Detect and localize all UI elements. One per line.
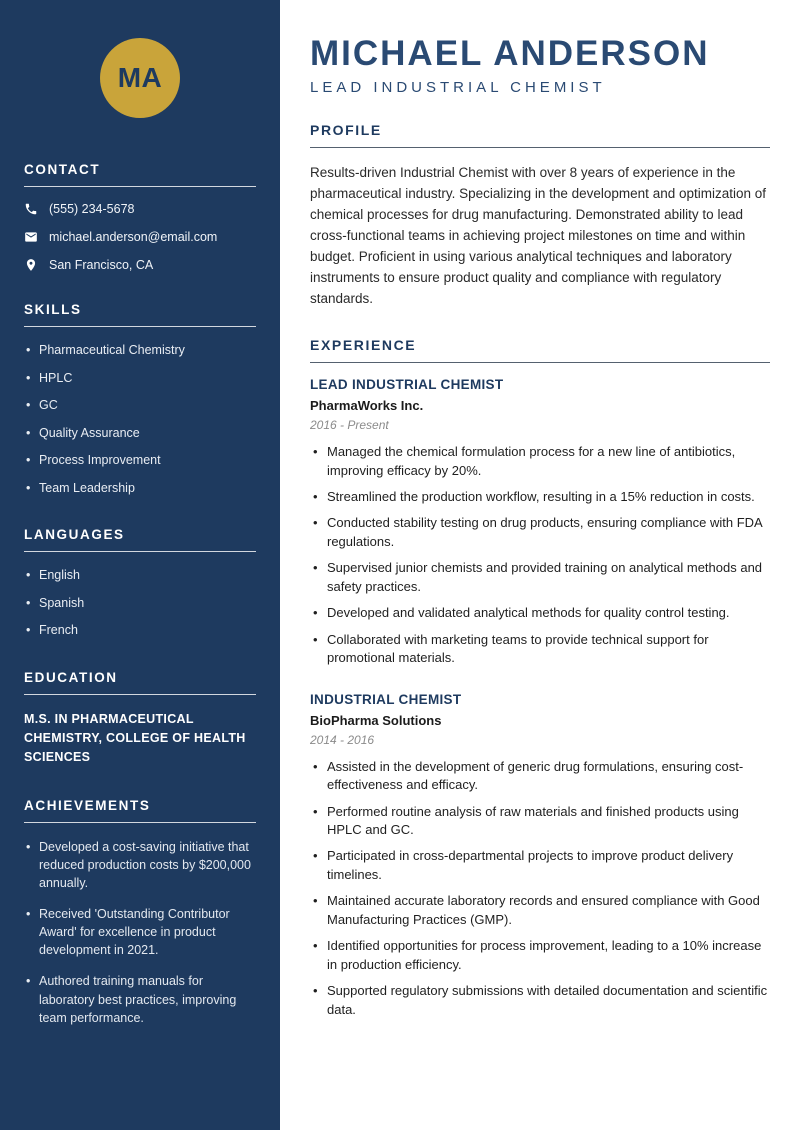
- skills-section-title: SKILLS: [24, 302, 256, 327]
- contact-email-text: michael.anderson@email.com: [49, 230, 218, 244]
- resume-main: [280, 0, 800, 1130]
- achievements-section: [24, 798, 256, 1027]
- job-bullet: • Supported regulatory submissions with detailed documentation and scientific data.: [310, 982, 770, 1019]
- phone-icon: [24, 202, 38, 216]
- job-role: INDUSTRIAL CHEMIST: [310, 691, 462, 707]
- job-bullet-list: [310, 443, 770, 668]
- skill-item: • Pharmaceutical Chemistry: [24, 342, 256, 360]
- language-item: • French: [24, 622, 256, 640]
- skill-item: • Quality Assurance: [24, 425, 256, 443]
- job-dates: 2016 - Present: [310, 418, 389, 433]
- contact-location-text: San Francisco, CA: [49, 258, 154, 272]
- achievement-item: • Authored training manuals for laboratory best practices, improving team performance.: [24, 972, 256, 1026]
- job-bullet: • Performed routine analysis of raw materials and finished products using HPLC and GC.: [310, 803, 770, 840]
- profile-text: Results-driven Industrial Chemist with over 8 years of experience in the pharmaceutical industry. Specializing in the development and optimization of chemical processes for drug manufacturing. Demonstrated ability to lead cross-functional teams in achieving project milestones on time and within budget. Proficient in using various analytical techniques and laboratory instruments to ensure product quality and compliance with regulatory standards.: [310, 164, 767, 307]
- language-item: • English: [24, 567, 256, 585]
- job-bullet: • Streamlined the production workflow, resulting in a 15% reduction in costs.: [310, 488, 770, 506]
- achievements-section-title: ACHIEVEMENTS: [24, 798, 256, 823]
- skill-item: • Process Improvement: [24, 452, 256, 470]
- candidate-headline: LEAD INDUSTRIAL CHEMIST: [310, 78, 606, 96]
- job-bullet: • Supervised junior chemists and provided training on analytical methods and safety practices.: [310, 559, 770, 596]
- languages-section: [24, 527, 256, 640]
- avatar-initials: MA: [117, 62, 163, 93]
- job-bullet: • Maintained accurate laboratory records and ensured compliance with Good Manufacturing Practices (GMP).: [310, 892, 770, 929]
- job-bullet: • Assisted in the development of generic drug formulations, ensuring cost-effectiveness and efficacy.: [310, 758, 770, 795]
- contact-phone: [24, 202, 256, 216]
- skills-section: [24, 302, 256, 497]
- resume-sidebar: [0, 0, 280, 1130]
- job-dates: 2014 - 2016: [310, 732, 375, 747]
- job-company: BioPharma Solutions: [310, 712, 442, 728]
- achievement-item: • Received 'Outstanding Contributor Award' for excellence in product development in 2021.: [24, 905, 256, 959]
- skills-list: [24, 342, 256, 497]
- profile-section: [310, 122, 770, 309]
- job-bullet-list: [310, 758, 770, 1019]
- job-bullet: • Participated in cross-departmental projects to improve product delivery timelines.: [310, 847, 770, 884]
- job-entry: [310, 692, 770, 1019]
- language-item: • Spanish: [24, 595, 256, 613]
- experience-section-title: EXPERIENCE: [310, 337, 770, 363]
- skill-item: • HPLC: [24, 370, 256, 388]
- avatar: [100, 38, 180, 118]
- job-company: PharmaWorks Inc.: [310, 398, 424, 414]
- education-degree: M.S. IN PHARMACEUTICAL CHEMISTRY, COLLEGE OF HEALTH SCIENCES: [24, 711, 246, 765]
- job-bullet: • Identified opportunities for process improvement, leading to a 10% increase in production efficiency.: [310, 937, 770, 974]
- contact-location: [24, 258, 256, 272]
- profile-section-title: PROFILE: [310, 122, 770, 148]
- location-icon: [24, 258, 38, 272]
- education-section-title: EDUCATION: [24, 670, 256, 695]
- job-bullet: • Developed and validated analytical methods for quality control testing.: [310, 604, 770, 622]
- experience-section: [310, 337, 770, 1019]
- contact-section: [24, 162, 256, 272]
- contact-email: [24, 230, 256, 244]
- skill-item: • Team Leadership: [24, 480, 256, 498]
- job-entry: [310, 377, 770, 668]
- contact-phone-text: (555) 234-5678: [49, 202, 135, 216]
- job-role: LEAD INDUSTRIAL CHEMIST: [310, 377, 504, 393]
- education-section: [24, 670, 256, 768]
- contact-section-title: CONTACT: [24, 162, 256, 187]
- achievement-item: • Developed a cost-saving initiative that reduced production costs by $200,000 annually.: [24, 838, 256, 892]
- job-bullet: • Conducted stability testing on drug products, ensuring compliance with FDA regulations.: [310, 514, 770, 551]
- skill-item: • GC: [24, 397, 256, 415]
- languages-section-title: LANGUAGES: [24, 527, 256, 552]
- job-bullet: • Collaborated with marketing teams to provide technical support for promotional materials.: [310, 631, 770, 668]
- email-icon: [24, 230, 38, 244]
- languages-list: [24, 567, 256, 640]
- job-bullet: • Managed the chemical formulation process for a new line of antibiotics, improving efficacy by 20%.: [310, 443, 770, 480]
- achievements-list: [24, 838, 256, 1027]
- candidate-name: MICHAEL ANDERSON: [310, 34, 710, 73]
